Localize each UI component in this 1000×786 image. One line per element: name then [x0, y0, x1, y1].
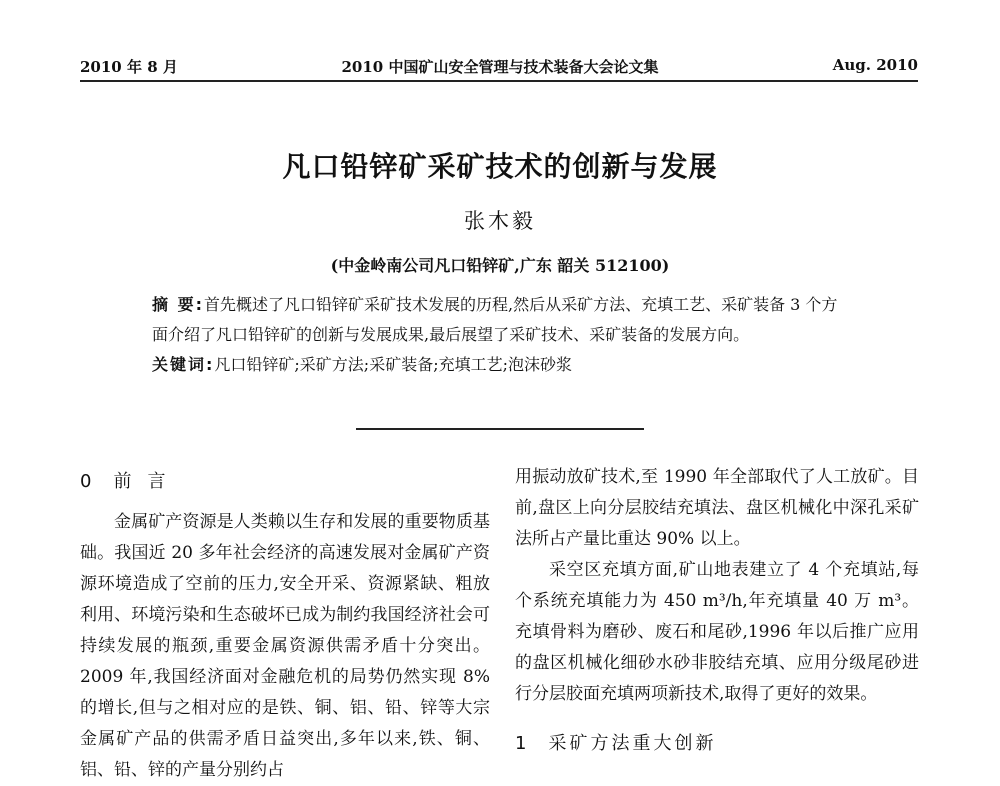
- author-name: 张木毅: [464, 209, 536, 233]
- body-paragraph: 金属矿产资源是人类赖以生存和发展的重要物质基础。我国近 20 多年社会经济的高速发展对金属矿产资源环境造成了空前的压力,安全开采、资源紧缺、粗放利用、环境污染和生态破坏已成为制约我国经济社会可持续发展的瓶颈,重要金属资源供需矛盾十分突出。2009 年,我国经济面对金融危机的局势仍然实现 8% 的增长,但与之相对应的是铁、铜、铝、铅、锌等大宗金属矿产品的供需矛盾日益突出,多年以来,铁、铜、铝、铅、锌的产量分别约占: [80, 512, 490, 780]
- section-number: 1: [515, 733, 527, 754]
- section-heading-mining-methods: [515, 728, 919, 759]
- body-paragraph: 用振动放矿技术,至 1990 年全部取代了人工放矿。目前,盘区上向分层胶结充填法、盘区机械化中深孔采矿法所占产量比重达 90% 以上。: [515, 467, 919, 549]
- header-rule: [80, 80, 918, 82]
- abstract: [152, 290, 852, 350]
- abstract-separator: [356, 428, 644, 430]
- header-date: 2010 年 8 月: [80, 58, 178, 76]
- abstract-text: 首先概述了凡口铅锌矿采矿技术发展的历程,然后从采矿方法、充填工艺、采矿装备 3 个方面介绍了凡口铅锌矿的创新与发展成果,最后展望了采矿技术、采矿装备的发展方向。: [152, 295, 838, 344]
- header-proceedings-title: 2010 中国矿山安全管理与技术装备大会论文集: [341, 58, 659, 76]
- keywords-text: 凡口铅锌矿;采矿方法;采矿装备;充填工艺;泡沫砂浆: [214, 355, 572, 374]
- section-title: 采矿方法重大创新: [548, 733, 717, 754]
- section-number: 0: [80, 471, 92, 492]
- section-heading-introduction: [80, 466, 490, 497]
- header-date-english: Aug. 2010: [832, 56, 918, 74]
- author-affiliation: (中金岭南公司凡口铅锌矿,广东 韶关 512100): [330, 256, 670, 275]
- body-paragraph: 采空区充填方面,矿山地表建立了 4 个充填站,每个系统充填能力为 450 m³/h,年充填量 40 万 m³。充填骨料为磨砂、废石和尾砂,1996 年以后推广应用的盘区机械化细砂水砂非胶结充填、应用分级尾砂进行分层胶面充填两项新技术,取得了更好的效果。: [515, 560, 919, 704]
- abstract-label: 摘 要:: [152, 295, 204, 314]
- right-column: [515, 462, 919, 769]
- paper-title: 凡口铅锌矿采矿技术的创新与发展: [282, 150, 718, 183]
- keywords-label: 关键词:: [152, 355, 215, 374]
- abstract-block: [152, 290, 852, 380]
- running-header: [80, 50, 918, 80]
- left-column: [80, 462, 490, 786]
- keywords: [152, 350, 852, 380]
- section-title: 前言: [113, 471, 182, 492]
